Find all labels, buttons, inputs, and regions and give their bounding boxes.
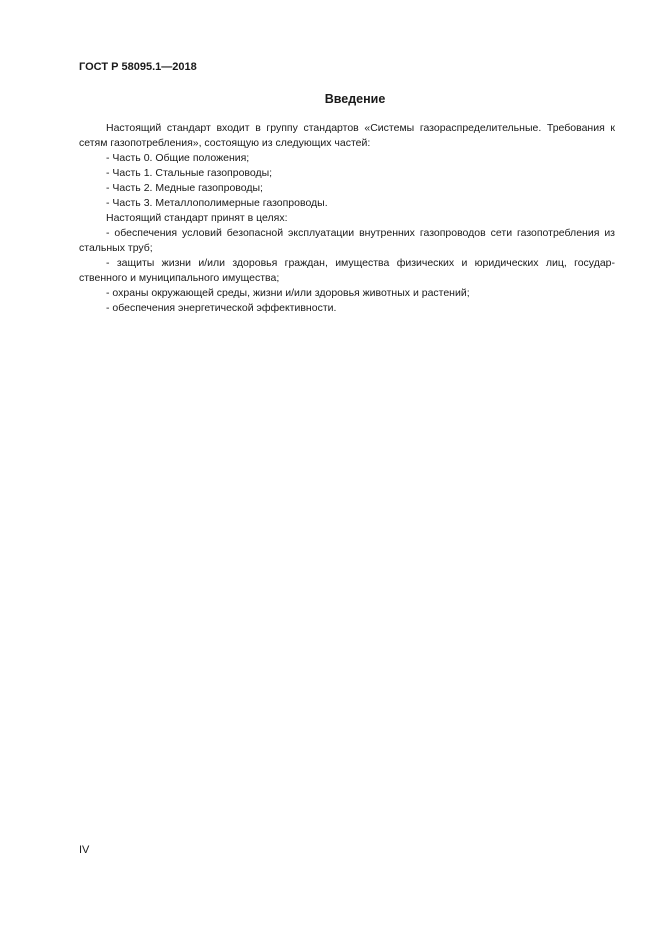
list-item-part-2: - Часть 2. Медные газопроводы; — [106, 182, 263, 194]
document-code-header: ГОСТ Р 58095.1—2018 — [79, 61, 197, 73]
introduction-body — [79, 121, 615, 316]
list-item-purpose-energy: - обеспечения энергетической эффективности. — [106, 302, 337, 314]
section-title: Введение — [324, 92, 386, 106]
list-item-purpose-protection: - защиты жизни и/или здоровья граждан, имущества физических и юридических лиц, государ- ственного и муниципального имущества; — [79, 257, 615, 284]
paragraph-intro: Настоящий стандарт входит в группу стандартов «Системы газораспределительные. Требования к сетям газопотребления», состоящую из следующих частей: — [79, 122, 615, 149]
list-item-part-1: - Часть 1. Стальные газопроводы; — [106, 167, 273, 179]
list-item-part-3: - Часть 3. Металлополимерные газопроводы. — [106, 197, 328, 209]
page-number: IV — [79, 844, 90, 856]
paragraph-purpose: Настоящий стандарт принят в целях: — [106, 212, 288, 224]
list-item-purpose-environment: - охраны окружающей среды, жизни и/или здоровья животных и растений; — [106, 287, 470, 299]
list-item-purpose-safety: - обеспечения условий безопасной эксплуатации внутренних газопроводов сети газопотребления из стальных труб; — [79, 227, 615, 254]
list-item-part-0: - Часть 0. Общие положения; — [106, 152, 250, 164]
